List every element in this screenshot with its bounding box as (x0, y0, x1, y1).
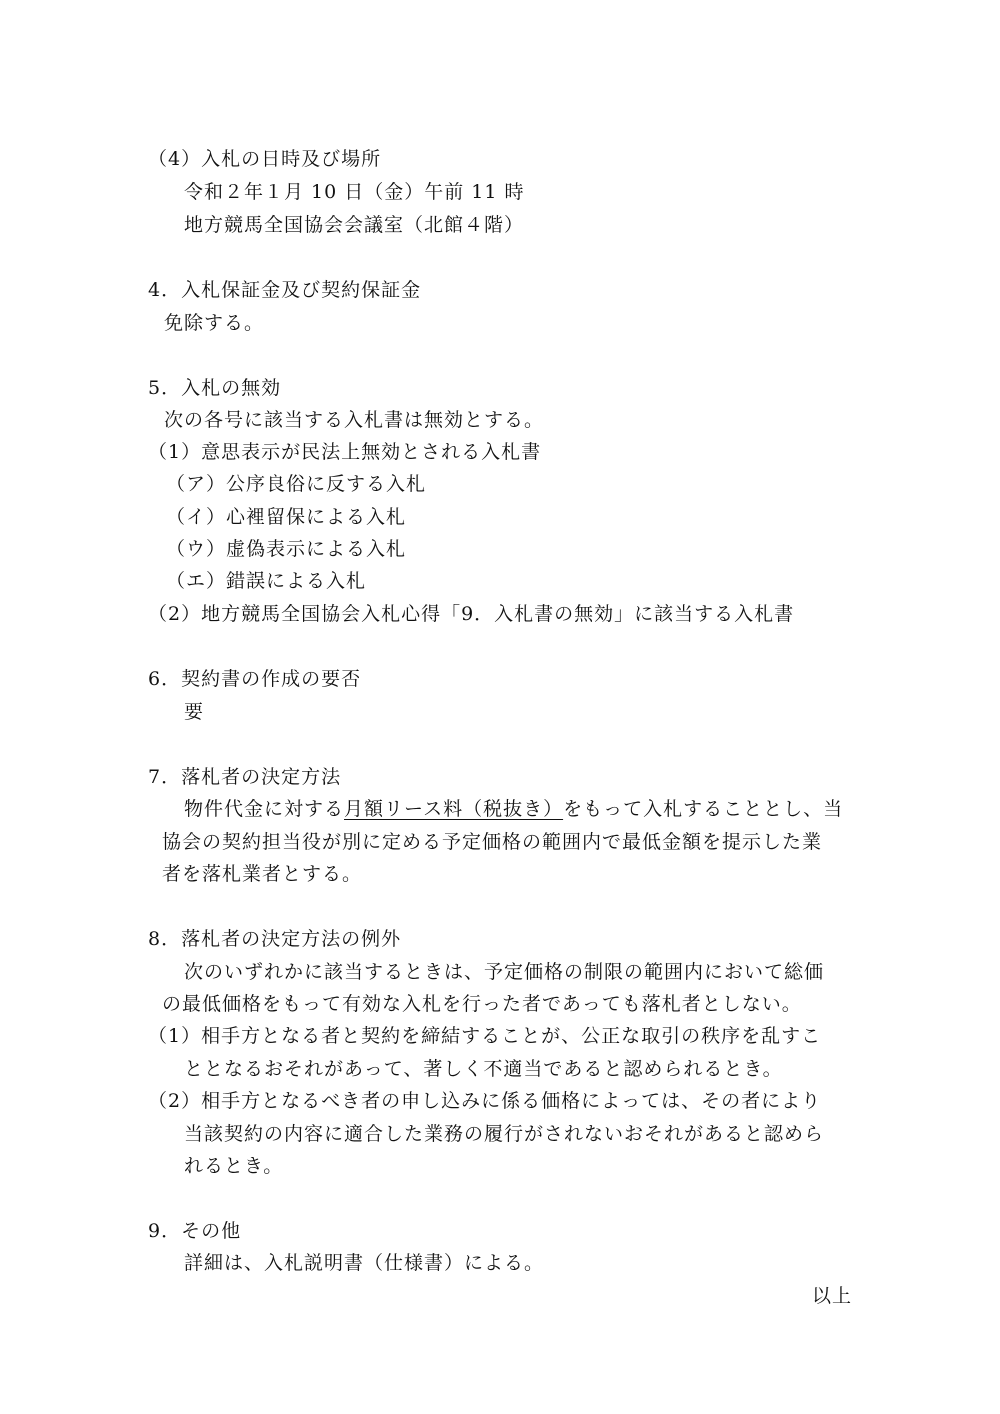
section-5-item-2: （2）地方競馬全国協会入札心得「9．入札書の無効」に該当する入札書 (148, 603, 795, 625)
section-4-heading: 4．入札保証金及び契約保証金 (148, 279, 422, 301)
monthly-lease-fee-underlined: 月額リース料（税抜き） (344, 798, 564, 820)
section-5-sub-u: （ウ）虚偽表示による入札 (166, 538, 407, 560)
section-5-item-1: （1）意思表示が民法上無効とされる入札書 (148, 441, 542, 463)
section-8-item-2-line-2: 当該契約の内容に適合した業務の履行がされないおそれがあると認めら (184, 1123, 825, 1145)
section-5-sub-a: （ア）公序良俗に反する入札 (166, 473, 427, 495)
section-5-heading: 5．入札の無効 (148, 377, 282, 399)
section-9-heading: 9．その他 (148, 1220, 242, 1242)
section-7-line-1 (184, 795, 843, 823)
section-8-item-1-line-1: （1）相手方となる者と契約を締結することが、公正な取引の秩序を乱すこ (148, 1025, 822, 1047)
section-4-body: 免除する。 (164, 312, 265, 334)
section-8-intro-1: 次のいずれかに該当するときは、予定価格の制限の範囲内において総価 (184, 961, 825, 983)
section-6-body: 要 (184, 701, 205, 723)
section-5-sub-i: （イ）心裡留保による入札 (166, 506, 407, 528)
section-5-intro: 次の各号に該当する入札書は無効とする。 (164, 409, 545, 431)
section-6-heading: 6．契約書の作成の要否 (148, 668, 362, 690)
bid-place: 地方競馬全国協会会議室（北館４階） (184, 214, 525, 236)
closing-text: 以上 (812, 1285, 853, 1307)
section-7-line-1-pre: 物件代金に対する (184, 798, 345, 820)
section-8-intro-2: の最低価格をもって有効な入札を行った者であっても落札者としない。 (162, 993, 802, 1015)
section-5-sub-e: （エ）錯誤による入札 (166, 570, 367, 592)
section-8-item-2-line-1: （2）相手方となるべき者の申し込みに係る価格によっては、その者により (148, 1090, 822, 1112)
section-7-line-1-post: をもって入札することとし、当 (563, 798, 844, 820)
subsection-4-heading: （4）入札の日時及び場所 (148, 148, 382, 170)
section-8-heading: 8．落札者の決定方法の例外 (148, 928, 402, 950)
section-9-body: 詳細は、入札説明書（仕様書）による。 (184, 1252, 545, 1274)
section-8-item-1-line-2: ととなるおそれがあって、著しく不適当であると認められるとき。 (184, 1058, 783, 1080)
section-8-item-2-line-3: れるとき。 (184, 1155, 284, 1177)
section-7-line-3: 者を落札業者とする。 (162, 863, 363, 885)
section-7-heading: 7．落札者の決定方法 (148, 766, 342, 788)
section-7-line-2: 協会の契約担当役が別に定める予定価格の範囲内で最低金額を提示した業 (162, 831, 823, 853)
bid-date: 令和２年１月 10 日（金）午前 11 時 (184, 181, 525, 203)
